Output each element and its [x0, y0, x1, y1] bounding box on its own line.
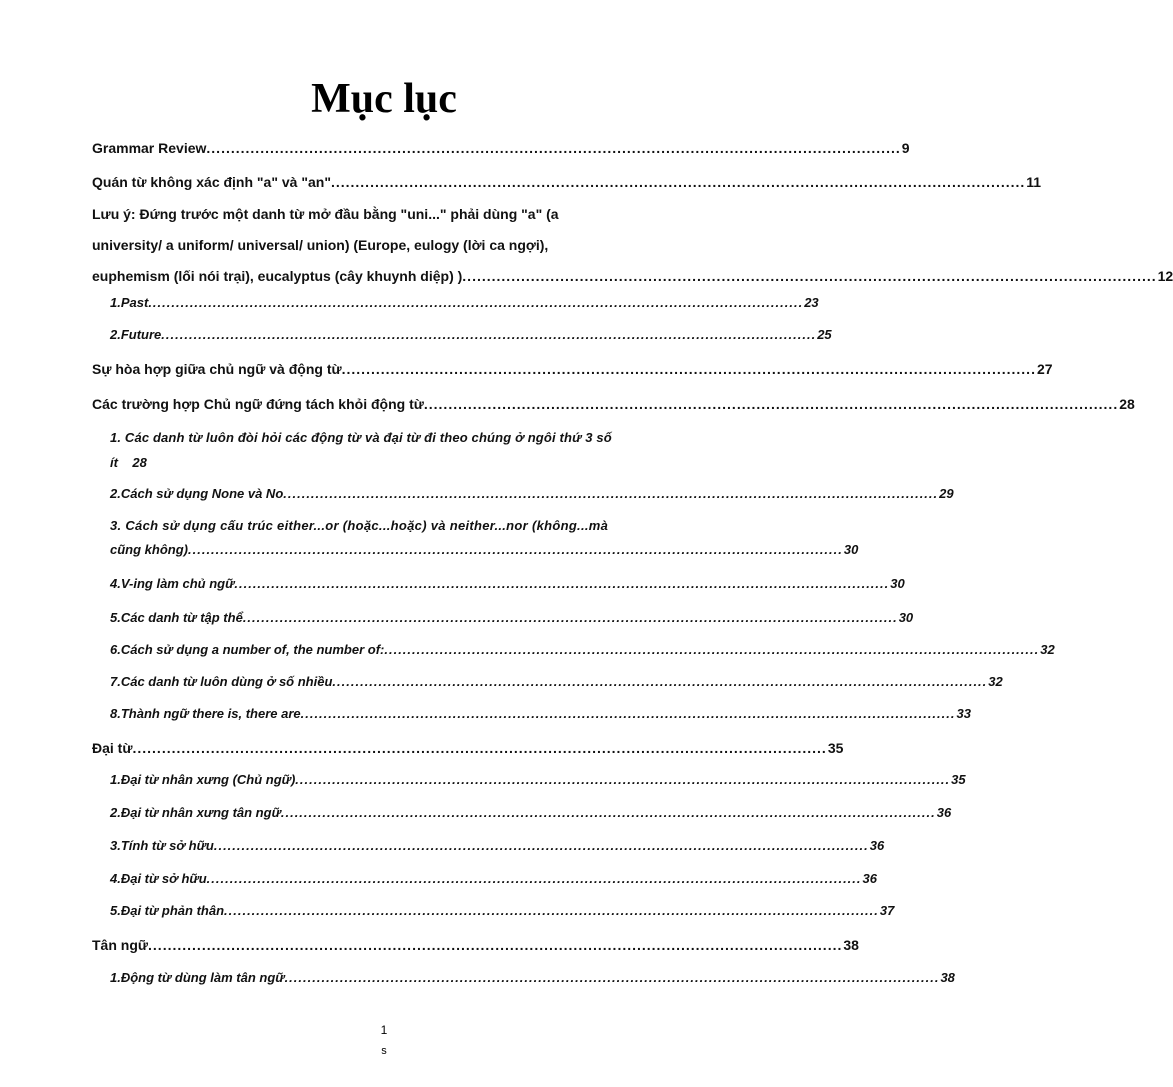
entry-page: 37	[879, 903, 895, 918]
dot-leader: ..............................................................................................................................................	[295, 772, 951, 787]
toc-subentry[interactable]	[110, 771, 966, 789]
entry-title: Future	[120, 327, 162, 342]
entry-page: 38	[940, 970, 955, 985]
dot-leader: ..............................................................................................................................................	[332, 674, 988, 689]
entry-title-line: 1. Các danh từ luôn đòi hỏi các động từ và đại từ đi theo chúng ở ngôi thứ 3 số	[110, 430, 612, 445]
toc-entry[interactable]	[92, 360, 1053, 378]
entry-page: 36	[869, 838, 885, 853]
entry-title: Cách sử dụng a number of, the number of:	[120, 642, 385, 657]
entry-page: 9	[901, 140, 910, 156]
dot-leader: ..............................................................................................................................................	[234, 576, 890, 591]
entry-title-line: euphemism (lối nói trại), eucalyptus (cây khuynh diệp) )	[92, 268, 463, 284]
dot-leader: ..............................................................................................................................................	[384, 642, 1040, 657]
entry-number: 1.	[110, 772, 121, 787]
entry-page: 36	[936, 805, 952, 820]
entry-number: 2.	[110, 327, 121, 342]
entry-title: Đại từ phản thân	[120, 903, 225, 918]
toc-entry[interactable]	[92, 739, 844, 757]
entry-title: Đại từ nhân xưng (Chủ ngữ)	[120, 772, 296, 787]
entry-title: Grammar Review	[92, 140, 207, 156]
dot-leader: ..............................................................................................................................................	[300, 706, 956, 721]
entry-page: 28	[1119, 396, 1135, 412]
entry-title: V-ing làm chủ ngữ	[120, 576, 235, 591]
toc-entry[interactable]	[92, 395, 1135, 413]
entry-title: Past	[120, 295, 149, 310]
dot-leader: ..............................................................................................................................................	[283, 486, 939, 501]
dot-leader: ..............................................................................................................................................	[206, 871, 862, 886]
dot-leader: ..............................................................................................................................................	[188, 542, 843, 557]
entry-page: 35	[827, 740, 844, 756]
dot-leader: ..............................................................................................................................................	[161, 327, 817, 342]
entry-title: Quán từ không xác định "a" và "an"	[92, 174, 331, 190]
page-number: 1	[380, 1023, 388, 1037]
entry-title: Đại từ sở hữu	[120, 871, 207, 886]
entry-page: 12	[1157, 268, 1173, 284]
entry-title-line: university/ a uniform/ universal/ union) (Europe, eulogy (lời ca ngợi),	[92, 237, 549, 253]
entry-number: 5.	[110, 610, 121, 625]
entry-title: Các danh từ tập thể	[120, 610, 243, 625]
toc-subentry[interactable]	[110, 870, 877, 888]
entry-title: Động từ dùng làm tân ngữ	[120, 970, 285, 985]
entry-page: 30	[890, 576, 905, 591]
dot-leader: ..............................................................................................................................................	[341, 361, 1036, 377]
entry-title: Đại từ	[92, 740, 133, 756]
toc-entry[interactable]	[92, 139, 910, 157]
entry-number: 6.	[110, 642, 121, 657]
dot-leader: ..............................................................................................................................................	[242, 610, 898, 625]
toc-subentry[interactable]	[110, 673, 1003, 691]
dot-leader: ..............................................................................................................................................	[213, 838, 869, 853]
entry-title: Sự hòa hợp giữa chủ ngữ và động từ	[92, 361, 342, 377]
entry-number: 8.	[110, 706, 121, 721]
entry-page: 30	[843, 542, 859, 557]
dot-leader: ..............................................................................................................................................	[148, 295, 804, 310]
entry-title: Đại từ nhân xưng tân ngữ	[120, 805, 281, 820]
entry-page: 11	[1026, 174, 1042, 190]
entry-title: Tân ngữ	[92, 937, 149, 953]
entry-title-line: 3. Cách sử dụng cấu trúc either...or (hoặc...hoặc) và neither...nor (không...mà	[110, 518, 609, 533]
entry-title: Tính từ sở hữu	[120, 838, 214, 853]
toc-subentry[interactable]	[110, 326, 832, 344]
dot-leader: ..............................................................................................................................................	[462, 268, 1157, 284]
toc-subentry[interactable]	[110, 969, 955, 987]
table-of-contents	[92, 0, 1173, 1087]
toc-subentry[interactable]	[110, 837, 885, 855]
entry-number: 4.	[110, 576, 121, 591]
dot-leader: ..............................................................................................................................................	[423, 396, 1119, 412]
entry-page: 38	[843, 937, 859, 953]
toc-subentry[interactable]	[110, 705, 971, 723]
entry-number: 4.	[110, 871, 121, 886]
entry-number: 5.	[110, 903, 121, 918]
toc-subentry[interactable]	[110, 902, 895, 920]
entry-page: 32	[988, 674, 1003, 689]
entry-page: 30	[898, 610, 914, 625]
entry-title: Các danh từ luôn dùng ở số nhiều	[120, 674, 333, 689]
toc-subentry[interactable]	[110, 485, 954, 503]
entry-page: 36	[862, 871, 877, 886]
entry-page: 35	[951, 772, 966, 787]
entry-title-line: ít 28	[110, 455, 147, 470]
toc-subentry[interactable]	[110, 609, 914, 627]
dot-leader: ..............................................................................................................................................	[330, 174, 1026, 190]
entry-number: 1.	[110, 295, 121, 310]
entry-number: 2.	[110, 486, 121, 501]
dot-leader: ..............................................................................................................................................	[280, 805, 936, 820]
entry-title: Các trường hợp Chủ ngữ đứng tách khỏi động từ	[92, 396, 424, 412]
toc-subentry[interactable]	[110, 641, 1055, 659]
toc-subentry[interactable]	[110, 429, 712, 472]
entry-number: 1.	[110, 970, 121, 985]
entry-number: 2.	[110, 805, 121, 820]
footer-mark: s	[381, 1045, 387, 1057]
dot-leader: ..............................................................................................................................................	[206, 140, 901, 156]
page-title: Mục lục	[311, 76, 457, 122]
entry-title-line: Lưu ý: Đứng trước một danh từ mở đầu bằng "uni..." phải dùng "a" (a	[92, 206, 559, 222]
toc-entry[interactable]	[92, 936, 859, 954]
toc-subentry[interactable]	[110, 294, 819, 312]
entry-page: 23	[804, 295, 819, 310]
entry-page: 33	[956, 706, 971, 721]
entry-page: 25	[817, 327, 832, 342]
dot-leader: ..............................................................................................................................................	[284, 970, 940, 985]
entry-title: Thành ngữ there is, there are	[120, 706, 301, 721]
entry-page: 27	[1036, 361, 1053, 377]
toc-subentry[interactable]	[110, 575, 905, 593]
toc-subentry[interactable]	[110, 517, 859, 559]
entry-page: 32	[1040, 642, 1055, 657]
toc-entry[interactable]	[92, 205, 1173, 285]
entry-title-line: cũng không)	[110, 542, 188, 557]
dot-leader: ..............................................................................................................................................	[224, 903, 879, 918]
entry-page: 29	[939, 486, 954, 501]
entry-number: 7.	[110, 674, 121, 689]
dot-leader: ..............................................................................................................................................	[148, 937, 843, 953]
toc-entry[interactable]	[92, 173, 1042, 191]
dot-leader: ..............................................................................................................................................	[132, 740, 827, 756]
entry-title: Cách sử dụng None và No	[120, 486, 284, 501]
toc-subentry[interactable]	[110, 804, 952, 822]
entry-number: 3.	[110, 838, 121, 853]
